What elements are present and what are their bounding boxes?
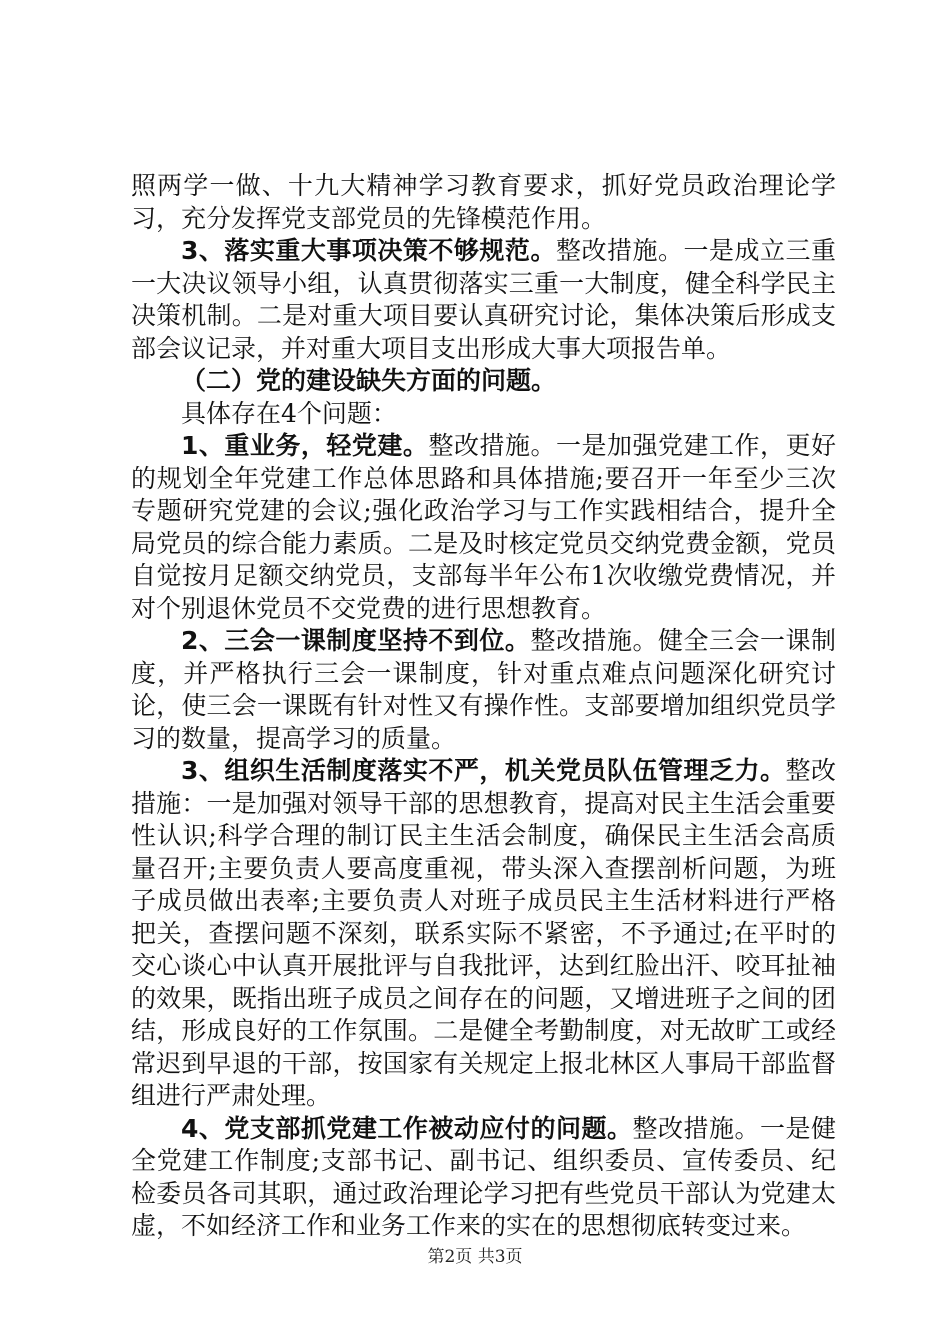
section-heading: （二）党的建设缺失方面的问题。 [181, 366, 557, 395]
paragraph-text: 整改措施。一是加强党建工作，更好的规划全年党建工作总体思路和具体措施;要召开一年至少三次专题研究党建的会议;强化政治学习与工作实践相结合，提升全局党员的综合能力素质。二是及时核定党员交纳党费金额，党员自觉按月足额交纳党员，支部每半年公布1次收缴党费情况，并对个别退休党员不交党费的进行思想教育。 [131, 431, 836, 623]
document-body [131, 170, 836, 1243]
paragraph-text: 整改措施。健全三会一课制度，并严格执行三会一课制度，针对重点难点问题深化研究讨论，使三会一课既有针对性又有操作性。支部要增加组织党员学习的数量，提高学习的质量。 [131, 626, 836, 753]
paragraph-text: 整改措施。一是健全党建工作制度;支部书记、副书记、组织委员、宣传委员、纪检委员各司其职，通过政治理论学习把有些党员干部认为党建太虚，不如经济工作和业务工作来的实在的思想彻底转变过来。 [131, 1113, 836, 1240]
paragraph-continuation: 照两学一做、十九大精神学习教育要求，抓好党员政治理论学习，充分发挥党支部党员的先锋模范作用。 [131, 171, 836, 233]
paragraph-item-4-passive [131, 1113, 836, 1243]
paragraph-lead: 4、党支部抓党建工作被动应付的问题。 [181, 1113, 633, 1143]
paragraph-lead: 3、组织生活制度落实不严，机关党员队伍管理乏力。 [181, 756, 786, 785]
paragraph-lead: 3、落实重大事项决策不够规范。 [181, 236, 556, 265]
page-number-footer: 第2页 共3页 [427, 1247, 523, 1267]
paragraph-item-3-organization [131, 755, 836, 1113]
paragraph-lead: 1、重业务，轻党建。 [181, 431, 429, 460]
paragraph-item-2-meetings [131, 625, 836, 755]
paragraph-lead: 2、三会一课制度坚持不到位。 [181, 626, 531, 655]
paragraph-item-3-decision [131, 235, 836, 365]
paragraph-text: 整改措施：一是加强对领导干部的思想教育，提高对民主生活会重要性认识;科学合理的制订民主生活会制度，确保民主生活会高质量召开;主要负责人要高度重视，带头深入查摆剖析问题，为班子成员做出表率;主要负责人对班子成员民主生活材料进行严格把关，查摆问题不深刻，联系实际不紧密，不予通过;在平时的交心谈心中认真开展批评与自我批评，达到红脸出汗、咬耳扯袖的效果，既指出班子成员之间存在的问题，又增进班子之间的团结，形成良好的工作氛围。二是健全考勤制度，对无故旷工或经常迟到早退的干部，按国家有关规定上报北林区人事局干部监督组进行严肃处理。 [131, 756, 836, 1110]
section-intro: 具体存在4个问题： [181, 398, 397, 428]
paragraph-text: 整改措施。一是成立三重一大决议领导小组，认真贯彻落实三重一大制度，健全科学民主决策机制。二是对重大项目要认真研究讨论，集体决策后形成支部会议记录，并对重大项目支出形成大事大项报告单。 [131, 236, 836, 363]
paragraph-item-1-party-building [131, 430, 836, 625]
